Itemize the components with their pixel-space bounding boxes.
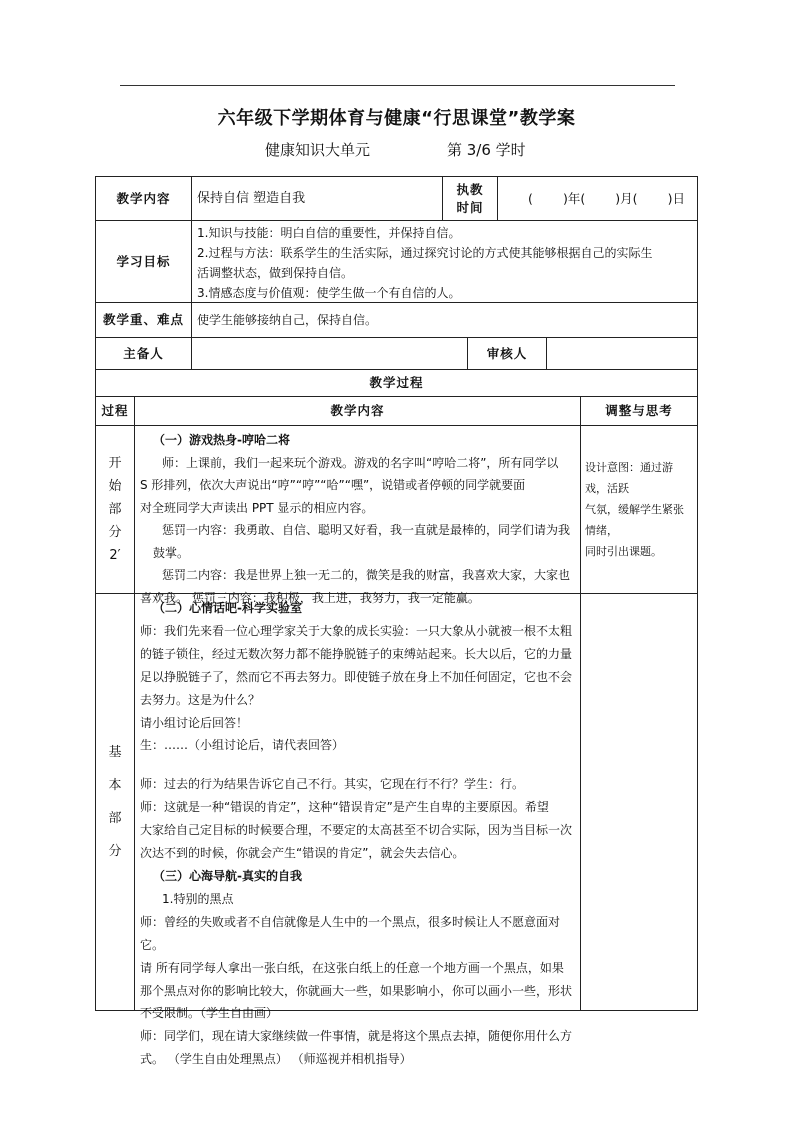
stage-char: 部 <box>108 811 122 826</box>
col-reflect-header: 调整与思考 <box>580 396 698 426</box>
stage-char: 分 <box>108 525 122 540</box>
content-line: 大家给自己定目标的时候要合理，不要定的太高甚至不切合实际，因为当目标一次 <box>140 823 573 838</box>
date-month: )月( <box>615 190 638 206</box>
start-reflect <box>580 425 698 594</box>
goal-item: 活调整状态，做到保持自信。 <box>197 266 354 280</box>
content-line: 师：我们先来看一位心理学家关于大象的成长实验：一只大象从小就被一根不太粗 <box>140 623 573 638</box>
content-line: 生：……（小组讨论后，请代表回答） <box>140 738 345 753</box>
content-line: 那个黑点对你的影响比较大，你就画大一些，如果影响小，你可以画小一些，形状 <box>140 983 573 998</box>
stage-char: 部 <box>108 502 122 517</box>
stage-char: 开 <box>108 456 122 471</box>
spacer <box>140 757 575 773</box>
content-line: 惩罚二内容：我是世界上独一无二的，微笑是我的财富，我喜欢大家，大家也 <box>162 568 571 582</box>
stage-char: 基 <box>108 745 122 760</box>
reflect-line: 设计意图：通过游戏，活跃 <box>585 461 673 495</box>
time-label-line1: 执教 <box>456 181 484 197</box>
section-heading: （三）心海导航-真实的自我 <box>153 868 302 883</box>
content-line: 师：这就是一种“错误的肯定”，这种“错误肯定”是产生自卑的主要原因。希望 <box>140 800 549 815</box>
content-line: 师：同学们，现在请大家继续做一件事情，就是将这个黑点去掉，随便你用什么方 <box>140 1029 573 1044</box>
date-day: )日 <box>667 190 685 206</box>
content-line: 师：上课前，我们一起来玩个游戏。游戏的名字叫“哼哈二将”，所有同学以 <box>162 455 559 470</box>
content-line: 师：曾经的失败或者不自信就像是人生中的一个黑点，很多时候让人不愿意面对它。 <box>140 914 561 952</box>
col-content-header: 教学内容 <box>134 396 581 426</box>
page-title: 六年级下学期体育与健康“行思课堂”教学案 <box>217 108 576 129</box>
process-heading: 教学过程 <box>95 369 698 397</box>
key-points-label: 教学重、难点 <box>95 302 192 338</box>
date-year: )年( <box>562 190 586 206</box>
time-label-line2: 时间 <box>456 199 484 215</box>
content-line: 请小组讨论后回答！ <box>140 715 249 730</box>
content-line: 鼓掌。 <box>153 545 190 560</box>
section-heading: （二）心情话吧-科学实验室 <box>153 601 302 615</box>
basic-content <box>134 593 581 1067</box>
goal-item: 1.知识与技能：明白自信的重要性，并保持自信。 <box>197 226 461 240</box>
content-value: 保持自信 塑造自我 <box>191 176 443 221</box>
period-number: 第 3/6 学时 <box>447 141 526 159</box>
header-rule <box>120 85 675 86</box>
date-field[interactable] <box>497 176 698 221</box>
key-points-value: 使学生能够接纳自己，保持自信。 <box>191 302 698 338</box>
reviewer-label: 审核人 <box>467 337 547 370</box>
stage-basic <box>95 593 135 1011</box>
content-line: 去努力。这是为什么？ <box>140 692 261 707</box>
stage-char: 本 <box>108 778 122 793</box>
sub-heading: 1.特别的黑点 <box>162 891 234 906</box>
stage-start <box>95 425 135 594</box>
goals-label: 学习目标 <box>95 220 192 303</box>
reflect-line: 气氛，缓解学生紧张情绪， <box>585 503 684 537</box>
content-label: 教学内容 <box>95 176 192 221</box>
reflect-line: 同时引出课题。 <box>585 545 662 558</box>
start-content <box>134 425 581 605</box>
reviewer-field[interactable] <box>546 337 698 370</box>
basic-reflect[interactable] <box>580 593 698 1011</box>
date-open: ( <box>528 190 533 206</box>
goal-item: 2.过程与方法：联系学生的生活实际，通过探究讨论的方式使其能够根据自己的实际生 <box>197 246 653 260</box>
preparer-label: 主备人 <box>95 337 192 370</box>
content-line: S 形排列，依次大声说出“哼”“哼”“哈”“嘿”，说错或者停顿的同学就要面 <box>140 478 526 492</box>
content-line: 师：过去的行为结果告诉它自己不行。其实，它现在行不行？学生：行。 <box>140 777 525 792</box>
goal-item: 3.情感态度与价值观：使学生做一个有自信的人。 <box>197 286 461 300</box>
content-line: 的链子锁住，经过无数次努力都不能挣脱链子的束缚站起来。长大以后，它的力量 <box>140 646 573 661</box>
content-line: 不受限制。（学生自由画） <box>140 1006 279 1021</box>
unit-name: 健康知识大单元 <box>265 141 371 159</box>
time-label <box>442 176 498 221</box>
preparer-field[interactable] <box>191 337 468 370</box>
content-line: 喜欢我。 惩罚三内容：我积极，我上进，我努力，我一定能赢。 <box>140 590 480 605</box>
section-heading: （一）游戏热身-哼哈二将 <box>153 433 290 447</box>
content-line: 次达不到的时候，你就会产生“错误的肯定”，就会失去信心。 <box>140 846 465 861</box>
content-line: 惩罚一内容：我勇敢、自信、聪明又好看，我一直就是最棒的，同学们请为我 <box>162 523 571 537</box>
stage-char: 始 <box>108 479 122 494</box>
content-line: 足以挣脱链子了，然而它不再去努力。即使链子放在身上不加任何固定，它也不会 <box>140 669 573 684</box>
stage-char: 分 <box>108 844 122 859</box>
stage-char: 2′ <box>109 548 121 563</box>
content-line: 请 所有同学每人拿出一张白纸，在这张白纸上的任意一个地方画一个黑点，如果 <box>140 960 564 975</box>
goals-list <box>191 220 698 303</box>
content-line: 对全班同学大声读出 PPT 显示的相应内容。 <box>140 500 374 515</box>
content-line: 式。 （学生自由处理黑点） （师巡视并相机指导） <box>140 1052 412 1067</box>
col-stage-header: 过程 <box>95 396 135 426</box>
